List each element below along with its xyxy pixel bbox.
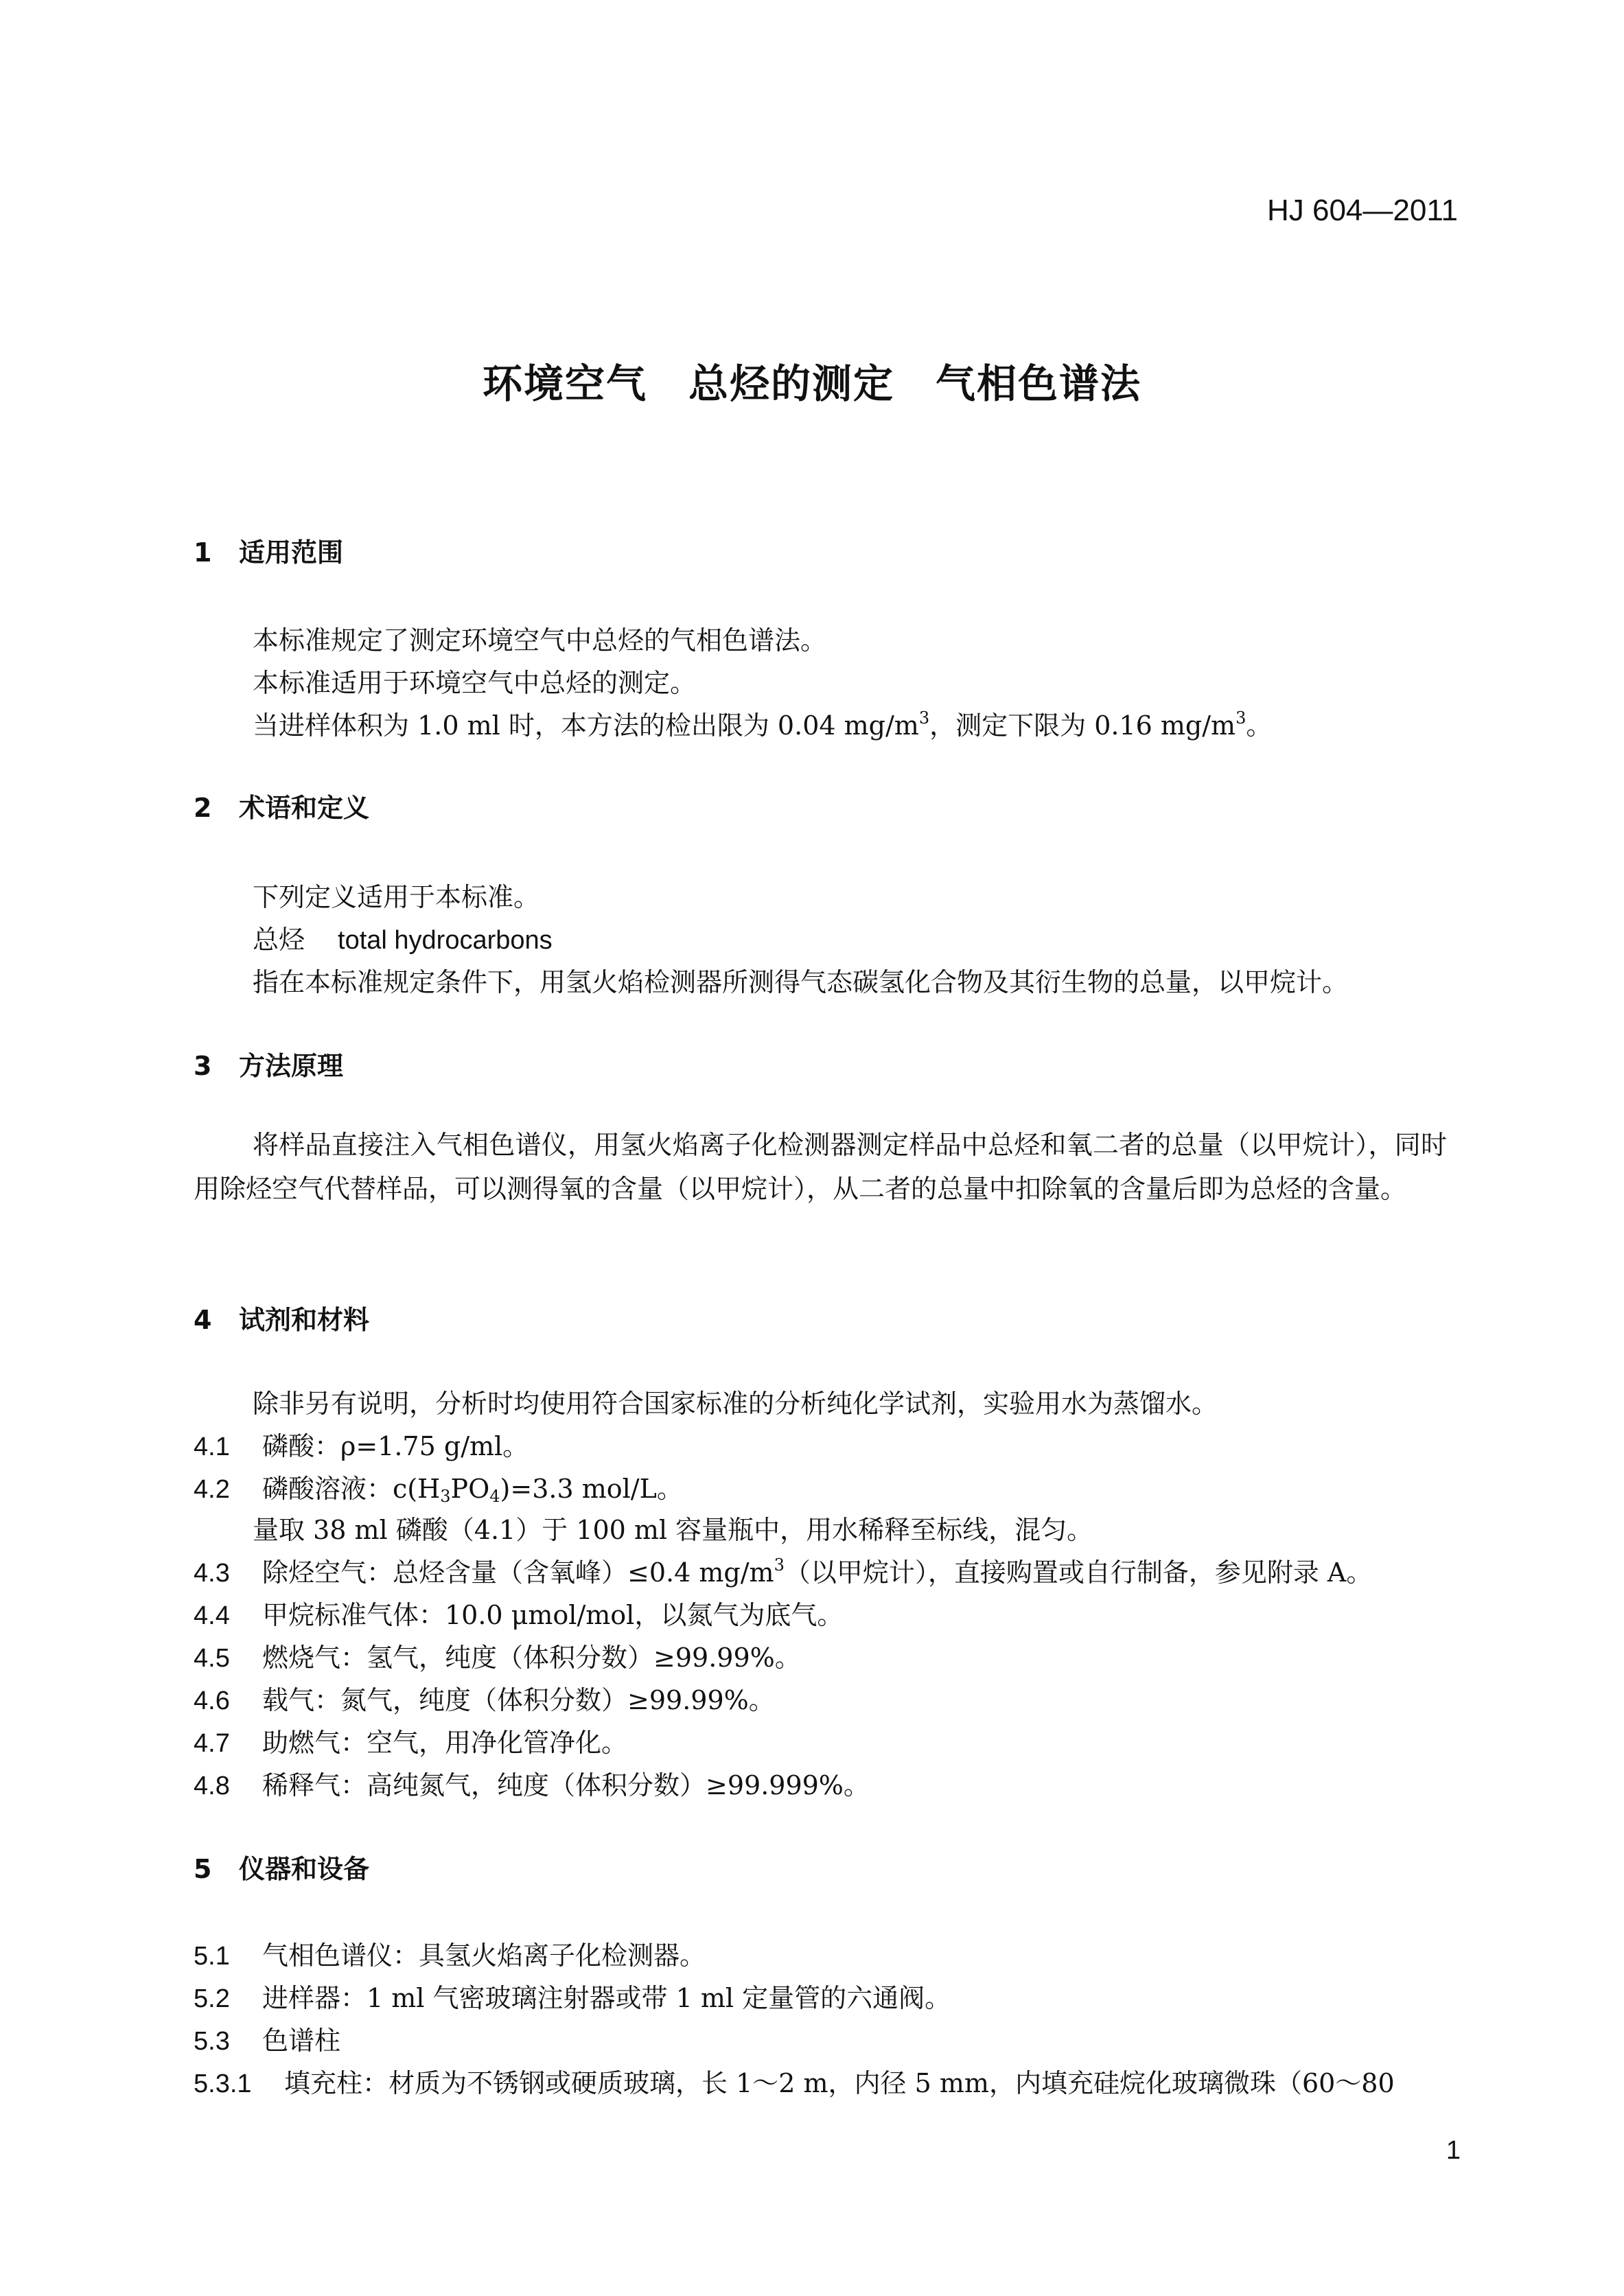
list-item [194, 2019, 340, 2057]
list-item [194, 1636, 801, 1674]
item-continuation: 量取 38 ml 磷酸（4.1）于 100 ml 容量瓶中，用水稀释至标线，混匀。 [253, 1515, 1093, 1545]
detection-text-3: 。 [1246, 710, 1273, 741]
item-number: 5.3.1 [194, 2069, 252, 2098]
item-number: 4.6 [194, 1686, 230, 1715]
list-item [194, 1764, 870, 1802]
item-number: 5.3 [194, 2027, 230, 2056]
term-chinese: 总烃 [253, 925, 305, 955]
list-item [194, 1594, 843, 1632]
document-title: 环境空气 总烃的测定 气相色谱法 [482, 360, 1141, 407]
scope-line-2: 本标准适用于环境空气中总烃的测定。 [253, 668, 697, 698]
list-item [194, 1679, 775, 1717]
reagents-intro: 除非另有说明，分析时均使用符合国家标准的分析纯化学试剂，实验用水为蒸馏水。 [253, 1389, 1218, 1419]
list-item [194, 2062, 1395, 2100]
section-title: 方法原理 [239, 1051, 344, 1081]
section-title: 适用范围 [239, 537, 344, 568]
section-title: 术语和定义 [239, 793, 370, 823]
detection-text-1: 当进样体积为 1.0 ml 时，本方法的检出限为 0.04 mg/m [253, 710, 919, 741]
item-text: 磷酸：ρ=1.75 g/ml。 [262, 1431, 529, 1461]
detection-text-2: ，测定下限为 0.16 mg/m [929, 710, 1236, 741]
item-text: 甲烷标准气体：10.0 μmol/mol，以氮气为底气。 [262, 1600, 844, 1630]
term-definition: 指在本标准规定条件下，用氢火焰检测器所测得气态碳氢化合物及其衍生物的总量，以甲烷计。 [253, 967, 1349, 997]
section-title: 试剂和材料 [239, 1305, 370, 1335]
item-text: 色谱柱 [262, 2026, 341, 2056]
item-text: 磷酸溶液：c(H [262, 1474, 441, 1504]
page-number: 1 [1446, 2136, 1461, 2165]
list-item [194, 1468, 683, 1505]
item-text: )=3.3 mol/L。 [500, 1474, 683, 1504]
method-principle-paragraph: 将样品直接注入气相色谱仪，用氢火焰离子化检测器测定样品中总烃和氧二者的总量（以甲烷计），同时用除烃空气代替样品，可以测得氧的含量（以甲烷计），从二者的总量中扣除氧的含量后即为总烃的含量。 [194, 1130, 1447, 1204]
item-number: 4.5 [194, 1644, 230, 1673]
section-number: 3 [194, 1051, 212, 1081]
scope-line-1: 本标准规定了测定环境空气中总烃的气相色谱法。 [253, 625, 827, 656]
item-text: 稀释气：高纯氮气，纯度（体积分数）≥99.999%。 [262, 1770, 870, 1800]
item-number: 4.1 [194, 1433, 230, 1461]
definitions-intro: 下列定义适用于本标准。 [253, 882, 540, 912]
item-number: 4.4 [194, 1601, 230, 1630]
list-item [194, 1721, 627, 1759]
item-number: 4.3 [194, 1559, 230, 1588]
list-item [194, 1425, 529, 1463]
item-number: 5.2 [194, 1984, 230, 2013]
item-text: 气相色谱仪：具氢火焰离子化检测器。 [262, 1940, 706, 1971]
term-entry [253, 918, 553, 956]
item-text: 助燃气：空气，用净化管净化。 [262, 1728, 628, 1758]
item-number: 5.1 [194, 1942, 230, 1971]
superscript: 3 [918, 708, 930, 728]
term-english: total hydrocarbons [338, 926, 553, 955]
list-item [194, 1934, 706, 1972]
item-number: 4.7 [194, 1729, 230, 1758]
item-text: 填充柱：材质为不锈钢或硬质玻璃，长 1～2 m，内径 5 mm，内填充硅烷化玻璃微珠（60～80 [284, 2068, 1395, 2098]
section-2-heading [194, 787, 369, 824]
item-number: 4.8 [194, 1772, 230, 1800]
item-text: 除烃空气：总烃含量（含氧峰）≤0.4 mg/m [262, 1557, 774, 1588]
superscript: 3 [1236, 708, 1246, 728]
section-1-heading [194, 531, 343, 569]
list-item [194, 1977, 951, 2015]
item-number: 4.2 [194, 1475, 230, 1504]
section-number: 2 [194, 793, 212, 823]
standard-code: HJ 604—2011 [1266, 194, 1458, 227]
item-text: 载气：氮气，纯度（体积分数）≥99.99%。 [262, 1685, 775, 1715]
superscript: 3 [774, 1555, 785, 1575]
item-text: PO [450, 1474, 490, 1504]
section-5-heading [194, 1848, 369, 1886]
detection-limit-line [253, 704, 1272, 742]
section-title: 仪器和设备 [239, 1854, 370, 1884]
section-3-heading [194, 1045, 343, 1082]
subscript: 4 [489, 1487, 500, 1506]
section-number: 4 [194, 1305, 212, 1335]
subscript: 3 [440, 1487, 451, 1506]
section-4-heading [194, 1299, 369, 1336]
section-number: 5 [194, 1854, 212, 1884]
list-item [194, 1551, 1372, 1589]
item-text: 进样器：1 ml 气密玻璃注射器或带 1 ml 定量管的六通阀。 [262, 1983, 951, 2013]
section-number: 1 [194, 537, 212, 568]
item-text: （以甲烷计），直接购置或自行制备，参见附录 A。 [784, 1557, 1373, 1588]
item-text: 燃烧气：氢气，纯度（体积分数）≥99.99%。 [262, 1643, 801, 1673]
